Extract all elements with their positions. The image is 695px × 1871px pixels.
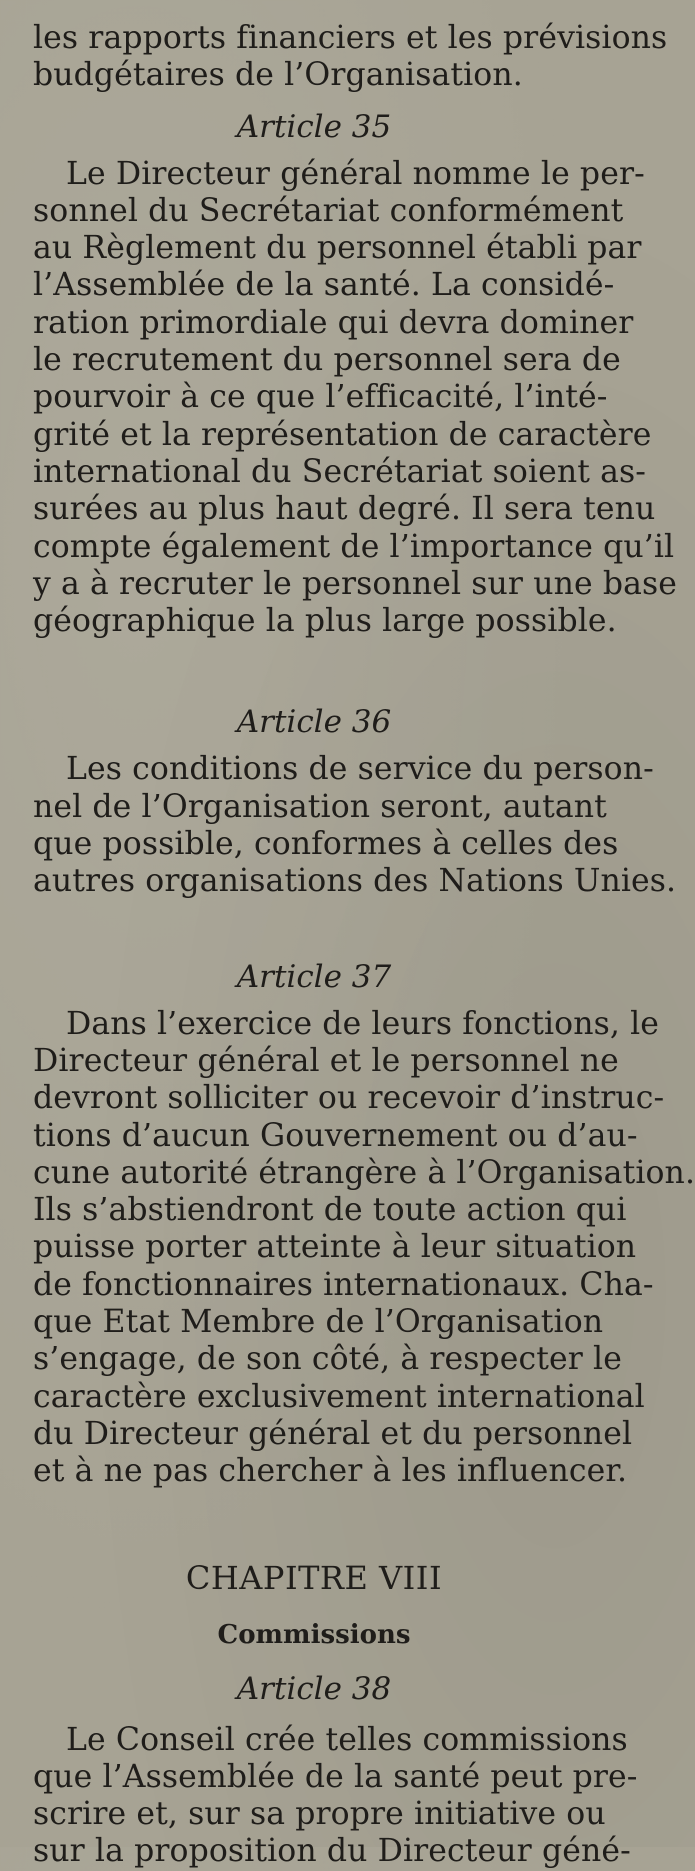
- text-line: Les conditions de service du person-: [66, 751, 654, 788]
- text-line: budgétaires de l’Organisation.: [33, 57, 523, 94]
- text-line: puisse porter atteinte à leur situation: [33, 1229, 637, 1266]
- text-line: surées au plus haut degré. Il sera tenu: [33, 491, 656, 528]
- text-line: caractère exclusivement international: [33, 1378, 645, 1415]
- text-line: Le Directeur général nomme le per-: [66, 155, 645, 192]
- text-line: du Directeur général et du personnel: [33, 1415, 633, 1452]
- text-line: international du Secrétariat soient as-: [33, 453, 646, 490]
- text-line: que possible, conformes à celles des: [33, 826, 619, 863]
- article-35-paragraph: [33, 155, 677, 641]
- article-38-heading: Article 38: [236, 1670, 392, 1707]
- text-line: sur la proposition du Directeur géné-: [33, 1833, 631, 1870]
- article-35-heading: Article 35: [236, 108, 392, 145]
- chapter-title: CHAPITRE VIII: [185, 1558, 443, 1597]
- text-line: les rapports financiers et les prévisions: [33, 20, 668, 56]
- article-37-paragraph: [33, 1005, 695, 1491]
- text-line: scrire et, sur sa propre initiative ou: [33, 1796, 606, 1833]
- text-line: et à ne pas chercher à les influencer.: [33, 1453, 628, 1490]
- text-line: compte également de l’importance qu’il: [33, 528, 675, 565]
- text-line: y a à recruter le personnel sur une base: [33, 565, 677, 602]
- intro-paragraph: [33, 20, 668, 95]
- text-line: que Etat Membre de l’Organisation: [33, 1304, 604, 1341]
- text-line: que l’Assemblée de la santé peut pre-: [33, 1758, 638, 1795]
- text-line: l’Assemblée de la santé. La considé-: [33, 267, 615, 304]
- text-line: Directeur général et le personnel ne: [33, 1042, 619, 1079]
- text-line: Le Conseil crée telles commissions: [66, 1721, 628, 1758]
- text-line: sonnel du Secrétariat conformément: [33, 192, 624, 229]
- text-line: Ils s’abstiendront de toute action qui: [33, 1192, 627, 1229]
- text-line: ration primordiale qui devra dominer: [33, 304, 634, 341]
- text-line: tions d’aucun Gouvernement ou d’au-: [33, 1117, 638, 1154]
- text-line: au Règlement du personnel établi par: [33, 230, 642, 267]
- text-line: autres organisations des Nations Unies.: [33, 863, 677, 900]
- text-line: pourvoir à ce que l’efficacité, l’inté-: [33, 379, 608, 416]
- article-36-heading: Article 36: [236, 704, 392, 741]
- article-36-paragraph: [33, 751, 677, 900]
- text-line: de fonctionnaires internationaux. Cha-: [33, 1266, 654, 1303]
- text-line: nel de l’Organisation seront, autant: [33, 788, 607, 825]
- text-line: grité et la représentation de caractère: [33, 416, 652, 453]
- text-line: géographique la plus large possible.: [33, 603, 617, 640]
- text-line: Dans l’exercice de leurs fonctions, le: [66, 1005, 660, 1042]
- text-line: cune autorité étrangère à l’Organisation.: [33, 1154, 695, 1191]
- article-37-heading: Article 37: [236, 958, 392, 995]
- article-38-paragraph: [33, 1721, 638, 1871]
- text-line: le recrutement du personnel sera de: [33, 342, 621, 379]
- text-line: s’engage, de son côté, à respecter le: [33, 1341, 622, 1378]
- chapter-subtitle: Commissions: [217, 1619, 411, 1650]
- text-line: devront solliciter ou recevoir d’instruc-: [33, 1080, 665, 1117]
